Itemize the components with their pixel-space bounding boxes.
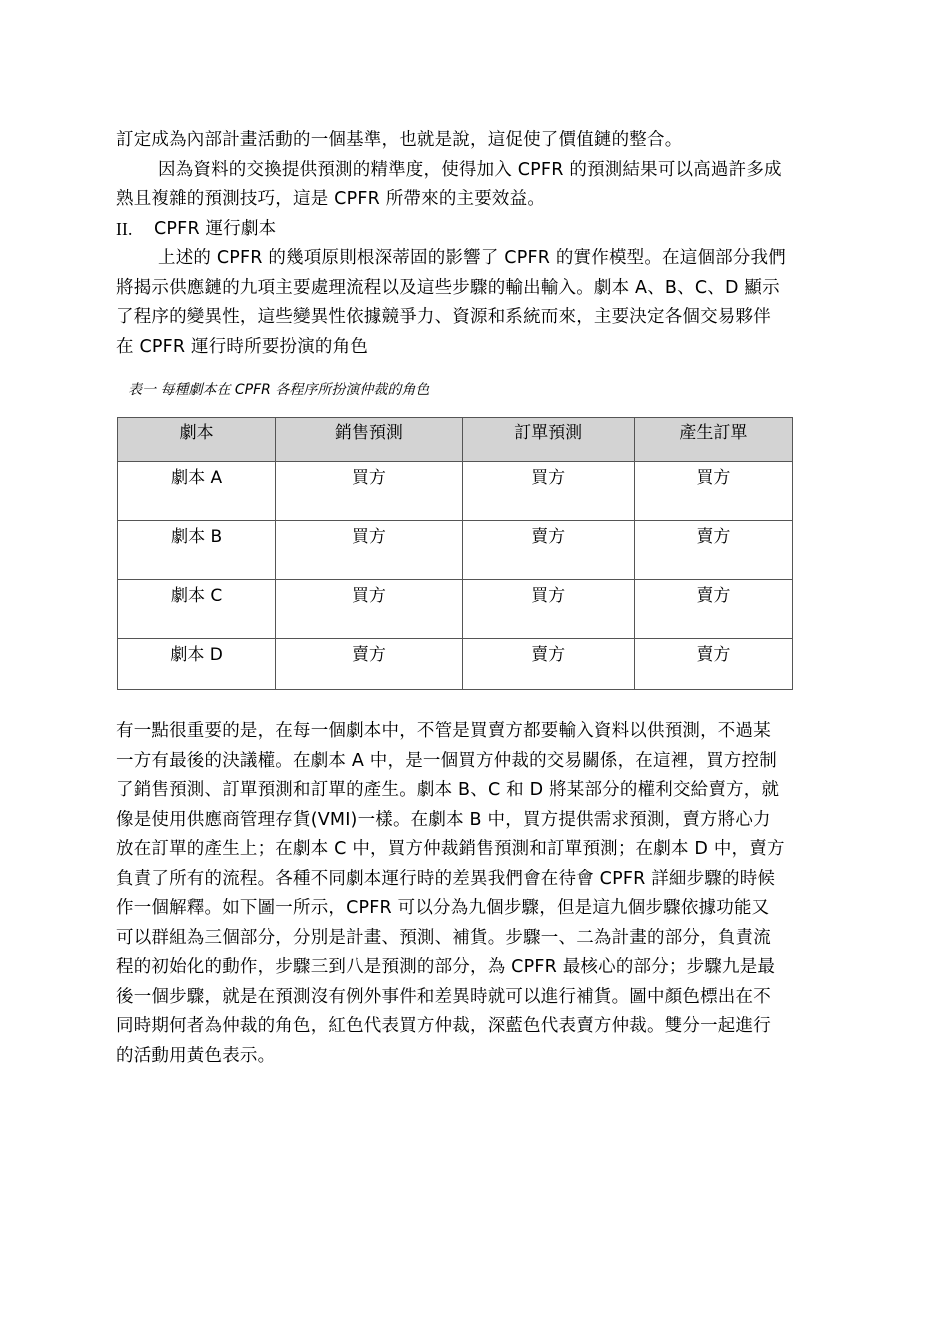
closing-paragraph: [116, 717, 834, 1071]
text-line: 像是使用供應商管理存貨(VMI)一樣。在劇本 B 中，買方提供需求預測，賣方將心力: [116, 809, 771, 830]
table-cell: 賣方: [276, 639, 462, 690]
text-line: 上述的 CPFR 的幾項原則根深蒂固的影響了 CPFR 的實作模型。在這個部分我們: [158, 248, 786, 268]
table-cell: 買方: [276, 462, 462, 521]
text-line: 放在訂單的產生上；在劇本 C 中，買方仲裁銷售預測和訂單預測；在劇本 D 中，賣方: [116, 839, 785, 859]
table-cell: 劇本 D: [118, 639, 276, 690]
section-number: II.: [116, 218, 133, 239]
table-cell: 劇本 C: [118, 580, 276, 639]
intro-paragraph: [116, 126, 834, 215]
text-line: 有一點很重要的是，在每一個劇本中，不管是買賣方都要輸入資料以供預測，不過某: [116, 721, 771, 741]
text-line: 作一個解釋。如下圖一所示，CPFR 可以分為九個步驟，但是這九個步驟依據功能又: [116, 898, 770, 918]
header-cell-sales-forecast: 銷售預測: [276, 418, 462, 462]
table-header-row: [118, 418, 793, 462]
text-line: 程的初始化的動作，步驟三到八是預測的部分，為 CPFR 最核心的部分；步驟九是最: [116, 957, 776, 977]
text-line: 負責了所有的流程。各種不同劇本運行時的差異我們會在待會 CPFR 詳細步驟的時候: [116, 868, 776, 889]
table-cell: 買方: [462, 580, 634, 639]
table-caption: 表一 每種劇本在 CPFR 各程序所扮演仲裁的角色: [128, 382, 430, 398]
text-line: 了銷售預測、訂單預測和訂單的產生。劇本 B、C 和 D 將某部分的權利交給賣方，就: [116, 780, 780, 800]
table-cell: 劇本 A: [118, 462, 276, 521]
text-line: 同時期何者為仲裁的角色，紅色代表買方仲裁，深藍色代表賣方仲裁。雙分一起進行: [116, 1016, 771, 1036]
table-cell: 買方: [276, 521, 462, 580]
table-cell: 買方: [276, 580, 462, 639]
section-paragraph: [116, 244, 834, 362]
header-cell-order-generation: 產生訂單: [634, 418, 792, 462]
text-line: 將揭示供應鏈的九項主要處理流程以及這些步驟的輸出輸入。劇本 A、B、C、D 顯示: [116, 277, 780, 298]
table-cell: 賣方: [634, 521, 792, 580]
table-cell: 賣方: [462, 639, 634, 690]
header-cell-order-forecast: 訂單預測: [462, 418, 634, 462]
text-line: 在 CPFR 運行時所要扮演的角色: [116, 336, 369, 357]
text-line: 了程序的變異性，這些變異性依據競爭力、資源和系統而來，主要決定各個交易夥伴: [116, 307, 771, 327]
section-title: CPFR 運行劇本: [154, 218, 277, 239]
text-line: 後一個步驟，就是在預測沒有例外事件和差異時就可以進行補貨。圖中顏色標出在不: [116, 986, 771, 1007]
table-row: [118, 580, 793, 639]
header-cell-scenario: 劇本: [118, 418, 276, 462]
table-cell: 買方: [462, 462, 634, 521]
text-line: 的活動用黃色表示。: [116, 1045, 276, 1066]
table-cell: 賣方: [634, 639, 792, 690]
table-row: [118, 462, 793, 521]
text-line: 一方有最後的決議權。在劇本 A 中，是一個買方仲裁的交易關係，在這裡，買方控制: [116, 750, 777, 771]
section-heading: [116, 215, 834, 245]
text-line: 可以群組為三個部分，分別是計畫、預測、補貨。步驟一、二為計畫的部分，負責流: [116, 927, 771, 948]
text-line: 訂定成為內部計畫活動的一個基準，也就是說，這促使了價值鏈的整合。: [116, 130, 683, 150]
document-page: [116, 126, 834, 1071]
table-cell: 賣方: [634, 580, 792, 639]
table-cell: 買方: [634, 462, 792, 521]
table-row: [118, 639, 793, 690]
text-line: 熟且複雜的預測技巧，這是 CPFR 所帶來的主要效益。: [116, 189, 546, 209]
text-line: 因為資料的交換提供預測的精準度，使得加入 CPFR 的預測結果可以高過許多成: [158, 159, 782, 180]
table-cell: 劇本 B: [118, 521, 276, 580]
table-cell: 賣方: [462, 521, 634, 580]
table-row: [118, 521, 793, 580]
role-table: [117, 417, 793, 690]
